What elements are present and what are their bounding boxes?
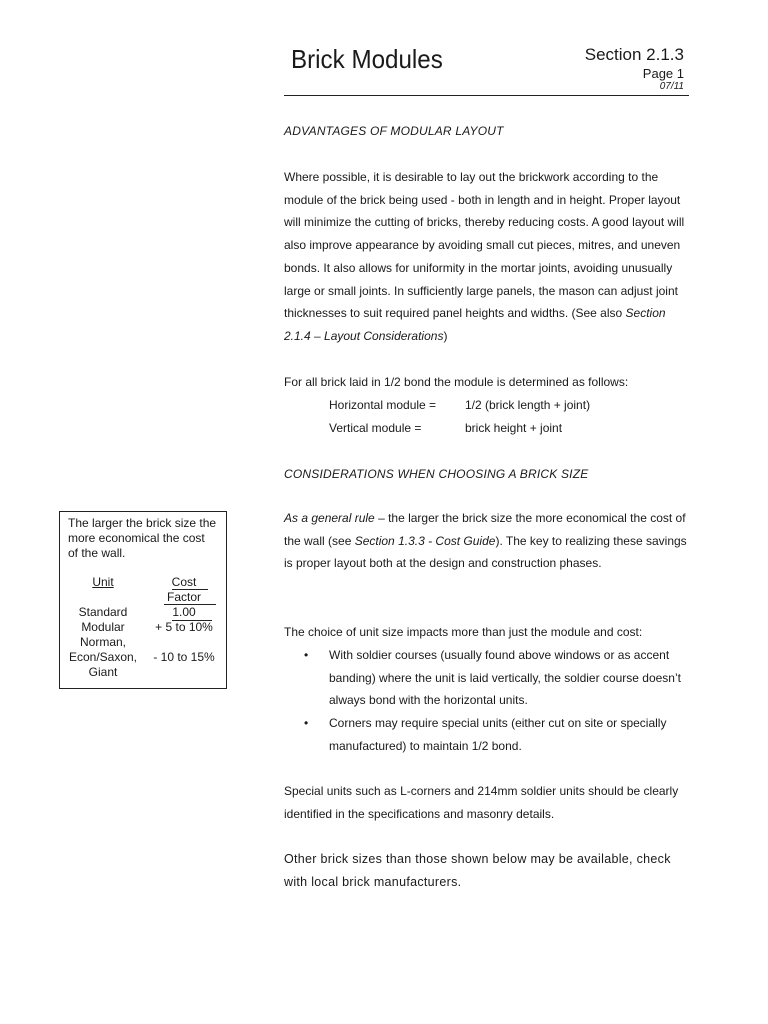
general-rule-italic: As a general rule (284, 511, 375, 525)
bullet-icon: • (304, 716, 309, 731)
table-cell-unit: Giant (88, 665, 118, 679)
cost-column-header-line1: Cost (171, 575, 197, 589)
advantages-text-end: ) (443, 328, 448, 343)
choice-intro: The choice of unit size impacts more than just the module and cost: (284, 625, 643, 639)
unit-column-header: Unit (92, 575, 114, 589)
table-cell-unit: Modular (81, 620, 125, 634)
table-cell-cost: 1.00 (172, 605, 196, 619)
table-cell-unit: Econ/Saxon, (68, 650, 138, 664)
horizontal-module-value: 1/2 (brick length + joint) (465, 398, 591, 412)
section-number: Section 2.1.3 (584, 45, 684, 64)
bullet-icon: • (304, 648, 309, 662)
sidebox-intro: The larger the brick size the more economical the cost of the wall. (68, 516, 217, 560)
considerations-bullet-list (304, 644, 696, 758)
considerations-heading: CONSIDERATIONS WHEN CHOOSING A BRICK SIZE (284, 467, 589, 481)
list-item (304, 644, 696, 712)
cost-header-underline (172, 589, 208, 590)
list-item (304, 712, 696, 757)
cost-guide-reference: Section 1.3.3 - Cost Guide (354, 533, 496, 548)
page-title: Brick Modules (291, 44, 443, 74)
module-intro: For all brick laid in 1/2 bond the module is determined as follows: (284, 375, 629, 389)
general-rule-text: – the larger the brick size the more economical the cost of the wall (see (284, 511, 686, 548)
layout-considerations-reference: Section 2.1.4 – Layout Considerations (284, 306, 666, 343)
advantages-text: Where possible, it is desirable to lay out the brickwork according to the module of the brick being used - both in length and in height. Proper layout will minimize the cutting of bricks, thereby reducing costs. A good layout will also improve appearance by avoiding small cut pieces, mitres, and uneven bonds. It also allows for uniformity in the mortar joints, avoiding unusually large or small joints. In sufficiently large panels, the mason can adjust joint thicknesses to suit required panel heights and widths. (See also (284, 170, 685, 321)
bullet-text: Corners may require special units (either cut on site or specially manufactured) to maintain 1/2 bond. (329, 716, 667, 753)
general-rule-paragraph (284, 507, 694, 575)
table-cell-unit: Standard (78, 605, 128, 619)
revision-date: 07/11 (659, 81, 684, 92)
header-divider (284, 95, 689, 96)
general-rule-text-end: ). The key to realizing these savings is proper layout both at the design and construction phases. (284, 533, 687, 571)
cost-factor-sidebox (59, 511, 227, 689)
table-cell-cost: - 10 to 15% (153, 650, 215, 664)
advantages-heading: ADVANTAGES OF MODULAR LAYOUT (284, 124, 504, 138)
cost-column-header-line2: Factor (166, 590, 201, 604)
horizontal-module-label: Horizontal module = (329, 398, 437, 412)
table-cell-cost: + 5 to 10% (155, 620, 213, 634)
advantages-paragraph (284, 166, 694, 348)
other-sizes-paragraph: Other brick sizes than those shown below may be available, check with local brick manufacturers. (284, 852, 671, 889)
vertical-module-label: Vertical module = (329, 421, 422, 435)
special-units-paragraph: Special units such as L-corners and 214mm soldier units should be clearly identified in the specifications and masonry details. (284, 784, 679, 821)
page-number: Page 1 (642, 66, 684, 81)
table-cell-unit: Norman, (79, 635, 126, 649)
vertical-module-value: brick height + joint (465, 421, 563, 435)
bullet-text: With soldier courses (usually found above windows or as accent banding) where the unit is laid vertically, the soldier course doesn’t always bond with the horizontal units. (329, 648, 681, 708)
